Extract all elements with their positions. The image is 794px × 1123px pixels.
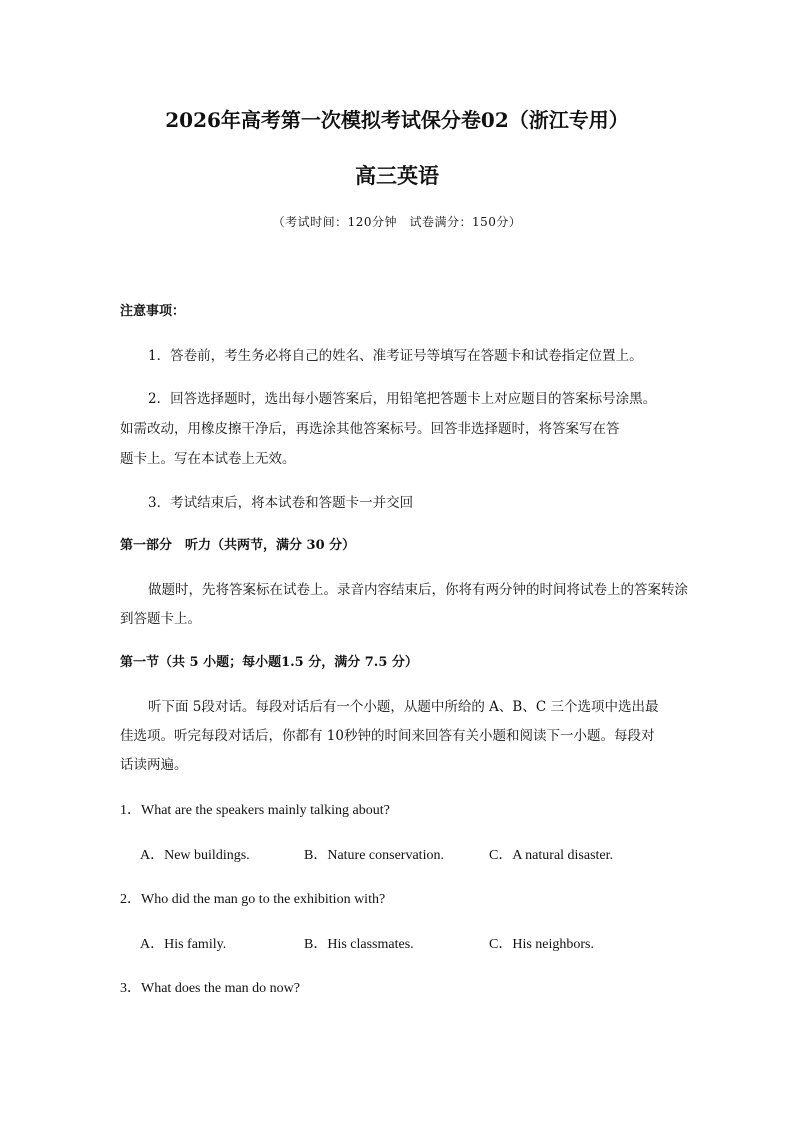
- subject-title: 高三英语: [355, 163, 439, 188]
- section1-instructions-line-1: 听下面 5段对话。每段对话后有一个小题，从题中所给的 A、B、C 三个选项中选出最: [148, 699, 659, 715]
- question-2-option-b: B．His classmates.: [304, 937, 414, 952]
- notice-item-2-line-3: 题卡上。写在本试卷上无效。: [120, 451, 296, 467]
- question-1-option-b: B．Nature conservation.: [304, 848, 444, 863]
- notice-item-1: 1．答卷前，考生务必将自己的姓名、准考证号等填写在答题卡和试卷指定位置上。: [148, 348, 643, 364]
- exam-title: 2026年高考第一次模拟考试保分卷02（浙江专用）: [165, 108, 629, 132]
- part1-instructions-line-2: 到答题卡上。: [120, 611, 201, 627]
- question-2-stem: 2．Who did the man go to the exhibition with?: [120, 892, 386, 907]
- question-2-option-a: A．His family.: [140, 937, 227, 952]
- question-3-stem: 3．What does the man do now?: [120, 981, 301, 996]
- question-1-stem: 1．What are the speakers mainly talking about?: [120, 803, 390, 818]
- notice-item-2-line-2: 如需改动，用橡皮擦干净后，再选涂其他答案标号。回答非选择题时，将答案写在答: [120, 421, 620, 437]
- exam-time-info: （考试时间：120分钟 试卷满分：150分）: [272, 215, 522, 229]
- section1-instructions-line-2: 佳选项。听完每段对话后，你都有 10秒钟的时间来回答有关小题和阅读下一小题。每段对: [120, 728, 655, 744]
- notice-item-2-line-1: 2．回答选择题时，选出每小题答案后，用铅笔把答题卡上对应题目的答案标号涂黑。: [148, 391, 657, 407]
- question-2-option-c: C．His neighbors.: [489, 937, 594, 952]
- section1-heading: 第一节（共 5 小题；每小题1.5 分，满分 7.5 分）: [120, 655, 418, 670]
- question-1-option-a: A．New buildings.: [140, 848, 250, 863]
- notice-heading: 注意事项：: [120, 304, 186, 319]
- section1-instructions-line-3: 话读两遍。: [120, 757, 188, 773]
- question-1-option-c: C．A natural disaster.: [489, 848, 614, 863]
- part1-instructions-line-1: 做题时，先将答案标在试卷上。录音内容结束后，你将有两分钟的时间将试卷上的答案转涂: [148, 582, 688, 598]
- notice-item-3: 3．考试结束后，将本试卷和答题卡一并交回: [148, 495, 414, 511]
- part1-heading: 第一部分 听力（共两节，满分 30 分）: [120, 538, 356, 553]
